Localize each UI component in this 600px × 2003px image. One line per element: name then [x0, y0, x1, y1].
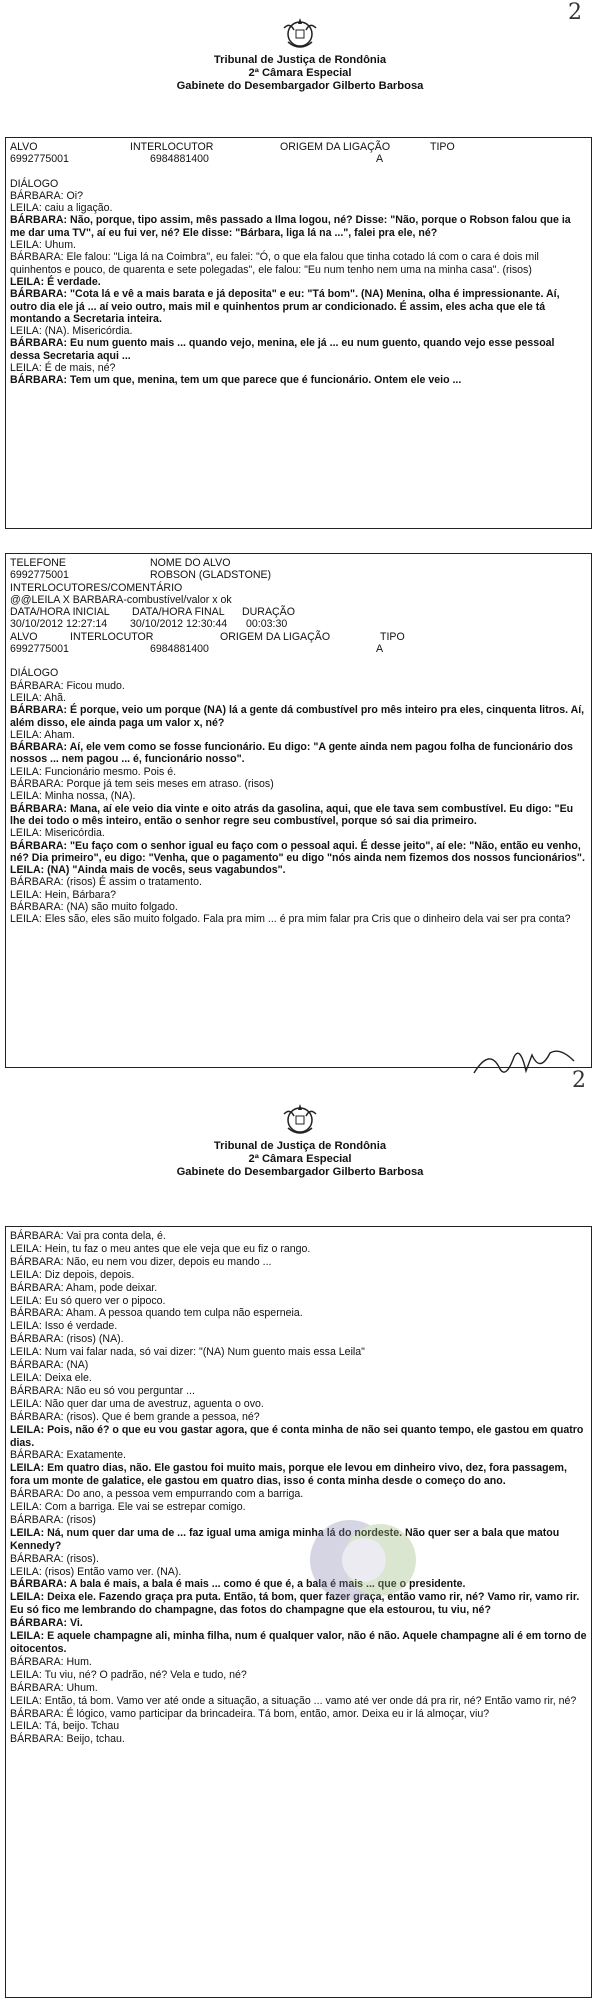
utterance-text: (NA). Misericórdia. [41, 325, 133, 338]
speaker-label: LEILA: [10, 691, 42, 704]
dialogue-line [10, 778, 587, 790]
dialogue-line [10, 1566, 587, 1579]
court-name: Tribunal de Justiça de Rondônia [213, 54, 387, 66]
office-name: Gabinete do Desembargador Gilberto Barbosa [176, 1166, 424, 1178]
speaker-label: BÁRBARA: [10, 288, 68, 301]
dialogue-line [10, 1488, 587, 1501]
dialogue-line [10, 202, 587, 214]
dialogue-lines [10, 190, 587, 387]
comentario-value: @@LEILA X BARBARA-combustível/valor x ok [10, 593, 232, 606]
utterance-text: Exatamente. [63, 1449, 126, 1462]
origem-label: ORIGEM DA LIGAÇÃO [280, 141, 391, 153]
utterance-text: Vai pra conta dela, é. [63, 1230, 166, 1242]
speaker-label: LEILA: [10, 362, 42, 375]
dialogue-line [10, 1333, 587, 1346]
speaker-label: BÁRBARA: [10, 337, 68, 350]
office-name: Gabinete do Desembargador Gilberto Barbosa [176, 80, 424, 92]
alvo-label: ALVO [10, 630, 38, 643]
speaker-label: LEILA: [10, 1630, 45, 1643]
speaker-label: BÁRBARA: [10, 214, 68, 227]
dialogue-lines [10, 680, 587, 926]
phone-values-row [10, 569, 587, 581]
utterance-text: Minha nossa, (NA). [41, 790, 136, 803]
dialogue-line [10, 1449, 587, 1462]
speaker-label: BÁRBARA: [10, 1578, 68, 1591]
dialogue-line [10, 913, 587, 925]
dialogue-line [10, 1695, 587, 1708]
dialogue-line [10, 276, 587, 288]
utterance-text: Não quer dar uma de avestruz, aguenta o ovo. [41, 1397, 264, 1410]
dialogue-line [10, 864, 587, 876]
call-values-row [10, 643, 587, 655]
speaker-label: LEILA: [10, 1526, 45, 1539]
coat-of-arms-icon [280, 1100, 320, 1140]
dialogue-line [10, 1411, 587, 1424]
speaker-label: LEILA: [10, 239, 42, 252]
dialogue-line [10, 803, 587, 828]
data-hora-inicial-label: DATA/HORA INICIAL [10, 606, 110, 619]
speaker-label: BÁRBARA: [10, 1449, 64, 1462]
dialogue-line [10, 1669, 587, 1682]
dialogue-line [10, 1243, 587, 1256]
utterance-text: (risos). Que é bem grande a pessoa, né? [63, 1410, 260, 1423]
speaker-label: BÁRBARA: [10, 1384, 64, 1397]
dialogue-line [10, 288, 587, 325]
dialogue-line [10, 362, 587, 374]
dialogue-line [10, 1282, 587, 1295]
dialogue-line [10, 1385, 587, 1398]
utterance-text: Ficou mudo. [63, 679, 125, 692]
utterance-text: Hein, Bárbara? [41, 888, 117, 901]
speaker-label: BÁRBARA: [10, 679, 64, 692]
utterance-text: (risos) [63, 1513, 96, 1526]
utterance-text: Ele falou: "Liga lá na Coimbra", eu falei: "Ó, o que ela falou que tinha cotado lá com o cara é dois mil quinhentos e pouco, de quarenta e sete polegadas", ele falou: "Eu num tenho nem uma na minha casa". (risos) [10, 251, 542, 276]
dialogue-line [10, 1527, 587, 1553]
court-seal-stamp [300, 1500, 420, 1620]
origem-label: ORIGEM DA LIGAÇÃO [220, 630, 331, 643]
transcript-box-2 [5, 553, 592, 1068]
alvo-value: 6992775001 [10, 153, 69, 166]
utterance-text: (risos) Então vamo ver. (NA). [41, 1565, 182, 1578]
speaker-label: LEILA: [10, 1462, 45, 1475]
speaker-label: BÁRBARA: [10, 1707, 64, 1720]
utterance-text: Funcionário mesmo. Pois é. [41, 765, 177, 778]
speaker-label: BÁRBARA: [10, 251, 64, 264]
speaker-label: LEILA: [10, 1294, 42, 1307]
datetime-header-row [10, 606, 587, 618]
dialogue-line [10, 889, 587, 901]
dialogue-line [10, 741, 587, 766]
speaker-label: BÁRBARA: [10, 1513, 64, 1526]
utterance-text: Eles são, eles são muito folgado. Fala pra mim ... é pra mim falar pra Cris que o dinheiro dela vai ser pra conta? [41, 913, 571, 926]
telefone-label: TELEFONE [10, 557, 66, 569]
dialogue-line [10, 1708, 587, 1721]
utterance-text: Num vai falar nada, só vai dizer: "(NA) Num guento mais essa Leila" [41, 1346, 365, 1359]
dialogo-label: DIÁLOGO [10, 667, 59, 680]
dialogue-line [10, 1630, 590, 1656]
speaker-label: LEILA: [10, 1668, 42, 1681]
utterance-text: Não, eu nem vou dizer, depois eu mando ... [63, 1255, 272, 1268]
transcript-box-3 [5, 1226, 592, 1998]
court-name: Tribunal de Justiça de Rondônia [213, 1140, 387, 1152]
utterance-text: Não eu só vou perguntar ... [63, 1384, 195, 1397]
dialogue-line [10, 1230, 587, 1243]
dialogue-line [10, 1269, 587, 1282]
utterance-text: (NA) são muito folgado. [63, 901, 178, 914]
utterance-text: (risos) (NA). [63, 1333, 124, 1346]
dialogue-line [10, 876, 587, 888]
speaker-label: BÁRBARA: [10, 189, 64, 202]
speaker-label: LEILA: [10, 1371, 42, 1384]
utterance-text: Deixa ele. [41, 1371, 92, 1384]
dialogue-line [10, 337, 587, 362]
speaker-label: BÁRBARA: [10, 876, 64, 889]
speaker-label: LEILA: [10, 728, 42, 741]
speaker-label: LEILA: [10, 913, 42, 926]
dialogue-line [10, 1346, 587, 1359]
speaker-label: LEILA: [10, 202, 42, 215]
telefone-value: 6992775001 [10, 569, 69, 582]
dialogue-line [10, 214, 587, 239]
coat-of-arms-icon [280, 14, 320, 54]
speaker-label: LEILA: [10, 1591, 45, 1604]
utterance-text: Oi? [63, 189, 84, 202]
utterance-text: Aí, ele vem como se fosse funcionário. Eu digo: "A gente ainda nem pagou folha de funcionário dos nossos ... nem pagou ... é, funcionário nosso". [10, 741, 576, 766]
tipo-value: A [376, 153, 384, 166]
utterance-text: Eu só quero ver o pipoco. [41, 1294, 166, 1307]
speaker-label: BÁRBARA: [10, 1655, 64, 1668]
interlocutores-label: INTERLOCUTORES/COMENTÁRIO [10, 581, 183, 594]
speaker-label: LEILA: [10, 1346, 42, 1359]
dialogue-line [10, 790, 587, 802]
utterance-text: Vi. [67, 1617, 83, 1630]
chamber-name: 2ª Câmara Especial [248, 67, 352, 79]
datetime-values-row [10, 618, 587, 630]
dialogue-line [10, 692, 587, 704]
dialogue-line [10, 190, 587, 202]
utterance-text: Pois, não é? o que eu vou gastar agora, que é conta minha de não sei quanto tempo, ele gastou em quatro dias. [10, 1423, 587, 1449]
data-hora-inicial-value: 30/10/2012 12:27:14 [10, 618, 108, 631]
speaker-label: LEILA: [10, 1320, 42, 1333]
dialogue-line [10, 1591, 587, 1617]
utterance-text: Tu viu, né? O padrão, né? Vela e tudo, né? [41, 1668, 247, 1681]
utterance-text: (risos) É assim o tratamento. [63, 876, 202, 889]
utterance-text: É lógico, vamo participar da brincadeira. Tá bom, então, amor. Deixa eu ir lá almoçar, viu? [63, 1707, 490, 1720]
speaker-label: LEILA: [10, 864, 45, 877]
utterance-text: Ahã. [41, 691, 66, 704]
dialogue-line [10, 840, 587, 865]
speaker-label: BÁRBARA: [10, 374, 68, 387]
dialogue-line [10, 827, 587, 839]
speaker-label: BÁRBARA: [10, 1307, 64, 1320]
dialogue-line [10, 1256, 587, 1269]
speaker-label: BÁRBARA: [10, 1255, 64, 1268]
letterhead [0, 14, 600, 93]
utterance-text: É de mais, né? [41, 362, 116, 375]
speaker-label: BÁRBARA: [10, 1733, 64, 1746]
utterance-text: Aham, pode deixar. [63, 1281, 158, 1294]
dialogue-line [10, 729, 587, 741]
interlocutor-label: INTERLOCUTOR [130, 141, 214, 153]
utterance-text: Mana, aí ele veio dia vinte e oito atrás da gasolina, aqui, que ele tava sem combustível. Eu digo: "Eu lhe dei todo o mês inteiro, então o senhor regre seu combustível, porque só sai dia primeiro. [10, 802, 577, 827]
utterance-text: "Cota lá e vê a mais barata e já deposita" e eu: "Tá bom". (NA) Menina, olha é impressionante. Aí, outro dia ele já ... aí veio outro, mais mil e quinhentos prum ar condicionado. É assim, eles acha que ele tá montando a Secretaria inteira. [10, 288, 563, 325]
tipo-value: A [376, 643, 384, 656]
utterance-text: Tá, beijo. Tchau [41, 1720, 120, 1733]
speaker-label: LEILA: [10, 1397, 42, 1410]
speaker-label: LEILA: [10, 325, 42, 338]
dialogue-line [10, 251, 587, 276]
utterance-text: caiu a ligação. [41, 202, 113, 215]
speaker-label: BÁRBARA: [10, 1230, 64, 1242]
utterance-text: É porque, veio um porque (NA) lá a gente dá combustível pro mês inteiro pra eles, cinquenta litros. Aí, além disso, ele ainda paga um valor x, né? [10, 704, 588, 729]
call-values-row [10, 153, 587, 165]
speaker-label: LEILA: [10, 1501, 42, 1514]
speaker-label: LEILA: [10, 1423, 45, 1436]
dialogue-lines [10, 1230, 590, 1746]
speaker-label: LEILA: [10, 1565, 42, 1578]
utterance-text: (NA) [63, 1359, 89, 1372]
dialogue-line [10, 1320, 587, 1333]
speaker-label: BÁRBARA: [10, 1333, 64, 1346]
utterance-text: Hein, tu faz o meu antes que ele veja que eu fiz o rango. [41, 1242, 311, 1255]
speaker-label: LEILA: [10, 1268, 42, 1281]
utterance-text: Ná, num quer dar uma de ... faz igual uma amiga minha lá do nordeste. Não quer ser a bala que matou Kennedy? [10, 1526, 563, 1552]
utterance-text: Porque já tem seis meses em atraso. (risos) [63, 778, 274, 791]
chamber-name: 2ª Câmara Especial [248, 1153, 352, 1165]
dialogue-line [10, 704, 587, 729]
dialogue-line [10, 374, 587, 386]
phone-header-row [10, 557, 587, 569]
dialogue-line [10, 1578, 587, 1591]
dialogue-line [10, 1617, 587, 1630]
letterhead [0, 1100, 600, 1179]
dialogue-line [10, 1733, 587, 1746]
dialogue-line [10, 1424, 587, 1450]
speaker-label: LEILA: [10, 275, 45, 288]
speaker-label: BÁRBARA: [10, 839, 68, 852]
speaker-label: BÁRBARA: [10, 1281, 64, 1294]
speaker-label: BÁRBARA: [10, 1552, 64, 1565]
utterance-text: Aham. [41, 728, 75, 741]
alvo-label: ALVO [10, 141, 38, 153]
utterance-text: Aham. A pessoa quando tem culpa não esperneia. [63, 1307, 303, 1320]
dialogue-line [10, 1462, 587, 1488]
utterance-text: Eu num guento mais ... quando vejo, menina, ele já ... eu num guento, quando vejo esse pessoal dessa Secretaria aqui ... [10, 337, 558, 362]
speaker-label: LEILA: [10, 888, 42, 901]
speaker-label: BÁRBARA: [10, 1617, 68, 1630]
dialogue-line [10, 1656, 587, 1669]
speaker-label: LEILA: [10, 827, 42, 840]
dialogue-line [10, 1720, 587, 1733]
utterance-text: Uhum. [41, 239, 76, 252]
speaker-label: LEILA: [10, 1242, 42, 1255]
tipo-label: TIPO [380, 630, 405, 643]
dialogue-line [10, 325, 587, 337]
utterance-text: Misericórdia. [41, 827, 105, 840]
utterance-text: Diz depois, depois. [41, 1268, 135, 1281]
handwritten-signature [470, 1043, 580, 1083]
interlocutor-value: 6984881400 [150, 153, 209, 166]
speaker-label: LEILA: [10, 1720, 42, 1733]
dialogue-line [10, 680, 587, 692]
speaker-label: BÁRBARA: [10, 704, 68, 717]
utterance-text: Então, tá bom. Vamo ver até onde a situação, a situação ... vamo até ver onde dá pra rir, né? Então vamo rir, né? [41, 1694, 577, 1707]
speaker-label: BÁRBARA: [10, 1359, 64, 1372]
utterance-text: Com a barriga. Ele vai se estrepar comigo. [41, 1501, 246, 1514]
nome-alvo-value: ROBSON (GLADSTONE) [150, 569, 272, 582]
speaker-label: BÁRBARA: [10, 1488, 64, 1501]
dialogue-line [10, 1553, 587, 1566]
dialogue-line [10, 1359, 587, 1372]
utterance-text: Tem um que, menina, tem um que parece que é funcionário. Ontem ele veio ... [67, 374, 462, 387]
utterance-text: E aquele champagne ali, minha filha, num é qualquer valor, não é não. Aquele champagne ali é em torno de oitocentos. [10, 1630, 590, 1655]
utterance-text: É verdade. [44, 275, 101, 288]
duracao-label: DURAÇÃO [242, 606, 295, 619]
speaker-label: BÁRBARA: [10, 901, 64, 914]
speaker-label: LEILA: [10, 1694, 42, 1707]
utterance-text: Beijo, tchau. [63, 1733, 125, 1746]
dialogue-line [10, 1682, 587, 1695]
call-header-row [10, 141, 587, 153]
tipo-label: TIPO [430, 141, 455, 153]
utterance-text: Em quatro dias, não. Ele gastou foi muito mais, porque ele levou em dinheiro vivo, dez, fora passagem, fora um monte de galatice, ele gastou em quatro dias, isso é conta minha desde o começo do ano. [10, 1462, 570, 1488]
utterance-text: (NA) "Ainda mais de vocês, seus vagabundos". [44, 864, 286, 877]
page-number-mark: 2 [568, 0, 582, 25]
utterance-text: Não, porque, tipo assim, mês passado a Ilma logou, né? Disse: "Não, porque o Robson falou que ia me dar uma TV", aí eu fui ver, né? Ele disse: "Bárbara, liga lá na ...", falei pra ele, né? [10, 214, 574, 239]
speaker-label: BÁRBARA: [10, 1681, 64, 1694]
speaker-label: BÁRBARA: [10, 1410, 64, 1423]
dialogue-line [10, 901, 587, 913]
speaker-label: LEILA: [10, 765, 42, 778]
utterance-text: "Eu faço com o senhor igual eu faço com o pessoal aqui. É desse jeito", aí ele: "Não, então eu venho, né? Dia primeiro", eu digo: "Venha, que o pagamento" eu digo "nós ainda nem fizemos dos nossos funcionários". [10, 839, 585, 864]
dialogue-line [10, 1372, 587, 1385]
speaker-label: BÁRBARA: [10, 778, 64, 791]
dialogue-line [10, 766, 587, 778]
dialogue-line [10, 1398, 587, 1411]
dialogue-line [10, 1501, 587, 1514]
data-hora-final-label: DATA/HORA FINAL [132, 606, 225, 619]
transcript-box-1 [5, 137, 592, 529]
data-hora-final-value: 30/10/2012 12:30:44 [130, 618, 228, 631]
call-header-row [10, 631, 587, 643]
interlocutor-value: 6984881400 [150, 643, 209, 656]
nome-alvo-label: NOME DO ALVO [150, 557, 231, 569]
utterance-text: Hum. [63, 1655, 92, 1668]
interlocutor-label: INTERLOCUTOR [70, 630, 154, 643]
utterance-text: Do ano, a pessoa vem empurrando com a barriga. [63, 1488, 304, 1501]
dialogo-label: DIÁLOGO [10, 177, 59, 190]
dialogue-line [10, 1514, 587, 1527]
speaker-label: BÁRBARA: [10, 802, 68, 815]
speaker-label: LEILA: [10, 790, 42, 803]
utterance-text: Deixa ele. Fazendo graça pra puta. Então, tá bom, quer fazer graça, então vamo rir, né? Vamo rir, vamo rir. Eu só fico me lembrando do champagne, das fotos do champagne que ela estourou, tu viu, né? [10, 1591, 583, 1617]
page-number-mark: 2 [572, 1068, 586, 1093]
dialogue-line [10, 1295, 587, 1308]
utterance-text: Isso é verdade. [41, 1320, 118, 1333]
utterance-text: Uhum. [63, 1681, 98, 1694]
alvo-value: 6992775001 [10, 643, 69, 656]
dialogue-line [10, 1307, 587, 1320]
speaker-label: BÁRBARA: [10, 741, 68, 754]
duracao-value: 00:03:30 [246, 618, 288, 631]
utterance-text: (risos). [63, 1552, 99, 1565]
utterance-text: A bala é mais, a bala é mais ... como é que é, a bala é mais ... que o presidente. [67, 1578, 466, 1591]
dialogue-line [10, 239, 587, 251]
